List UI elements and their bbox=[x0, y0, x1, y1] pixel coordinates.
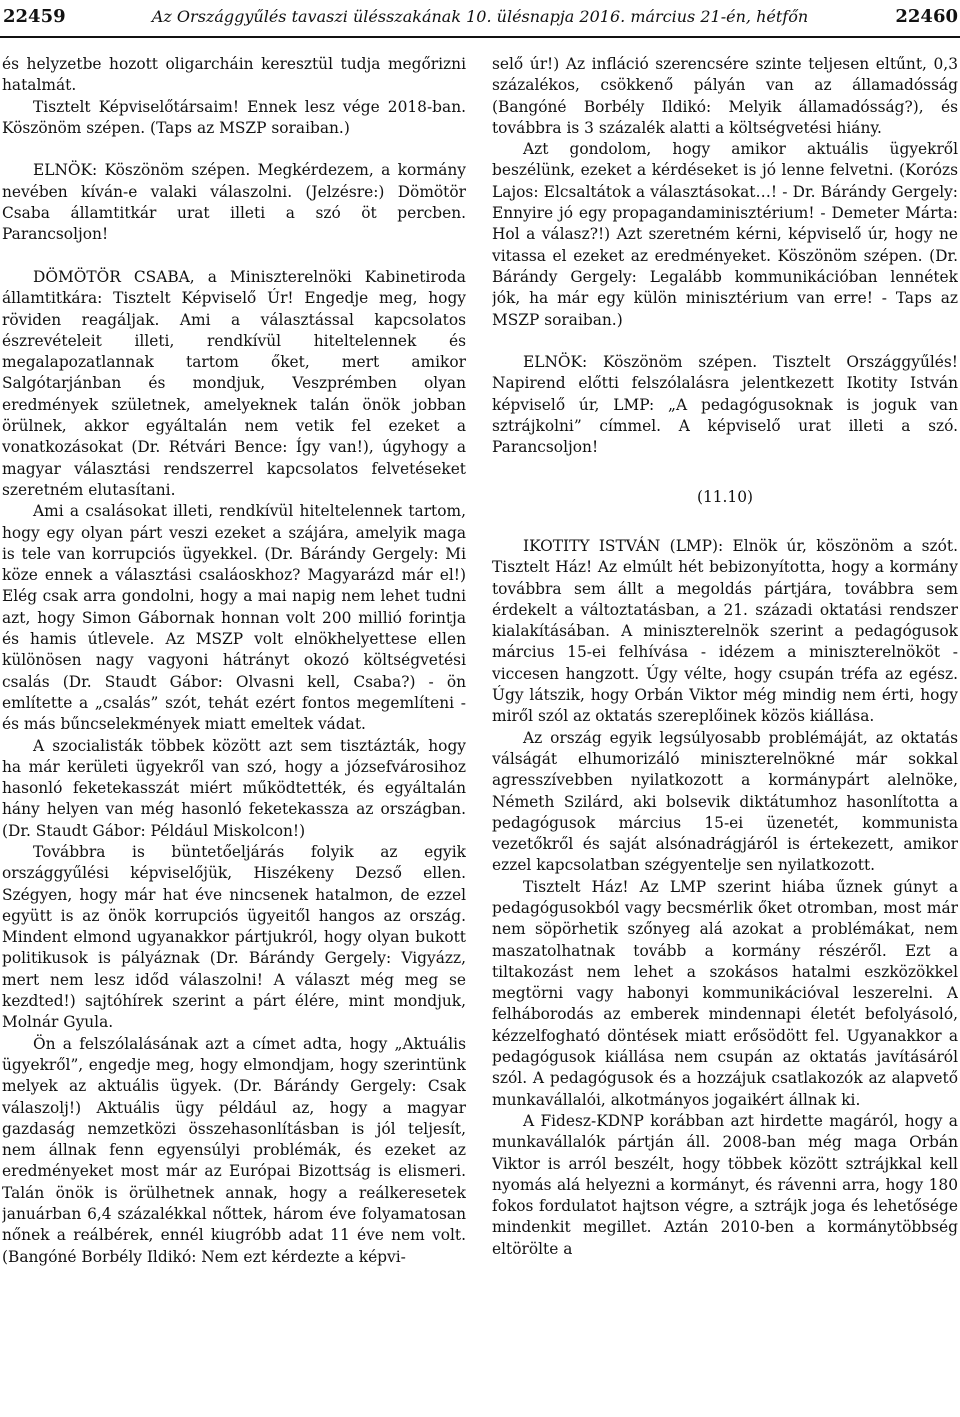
paragraph: ELNÖK: Köszönöm szépen. Megkérdezem, a kormány nevében kíván-e valaki válaszolni. (Jelzésre:) Dömötör Csaba államtitkár urat illeti a szó öt percben. Parancsoljon! bbox=[2, 161, 466, 244]
header-rule bbox=[0, 36, 960, 38]
timestamp: (11.10) bbox=[696, 487, 754, 506]
paragraph: A szocialisták többek között azt sem tisztázták, hogy ha már kerületi ügyekről van szó, hogy a józsefvárosihoz hasonló feketekasszát miért működtették, és egyáltalán hány helyen van még hasonló feketekassza az országban. (Dr. Staudt Gábor: Például Miskolcon!) bbox=[2, 736, 466, 840]
paragraph: ELNÖK: Köszönöm szépen. Tisztelt Országgyűlés! Napirend előtti felszólalásra jelentkezett Ikotity István képviselő úr, LMP: „A pedagógusoknak is joguk van sztrájkolni” címmel. A képviselő urat illeti a szó. Parancsoljon! bbox=[492, 353, 958, 457]
running-title: Az Országgyűlés tavaszi ülésszakának 10. ülésnapja 2016. március 21-én, hétfőn bbox=[151, 7, 809, 26]
paragraph: Ön a felszólalásának azt a címet adta, hogy „Aktuális ügyekről”, engedje meg, hogy elmondjam, hogy szerintünk melyek az aktuális ügyek. (Dr. Bárándy Gergely: Csak válaszolj!) Aktuális ügy például az, hogy a magyar gazdaság nemzetközi összehasonlításban is jól teljesít, nem állnak fenn egyensúlyi problémák, és ezeket az eredményeket most már az Európai Bizottság is elismeri. Talán önök is örülhetnek annak, hogy a reálkeresetek januárban 6,4 százalékkal nőttek, három éve folyamatosan nőnek a reálbérek, ennél kiugróbb adat 11 éve nem volt. (Bangóné Borbély Ildikó: Nem ezt kérdezte a képvi- bbox=[2, 1034, 466, 1266]
paragraph: és helyzetbe hozott oligarcháin keresztül tudja megőrizni hatalmát. bbox=[2, 55, 466, 95]
paragraph: Azt gondolom, hogy amikor aktuális ügyekről beszélünk, ezeket a kérdéseket is jó lenne felvetni. (Korózs Lajos: Elcsaltátok a választásokat…! - Dr. Bárándy Gergely: Ennyire jó egy propagandaminisztérium! - Demeter Márta: Hol a válasz?!) Azt szeretném kérni, képviselő úr, hogy ne vitassa el ezeket az eredményeket. Köszönöm szépen. (Dr. Bárándy Gergely: Legalább kommunikációban lennétek jók, ha már egy külön minisztérium van erre! - Taps az MSZP soraiban.) bbox=[492, 140, 958, 329]
paragraph: Továbbra is büntetőeljárás folyik az egyik országgyűlési képviselőjük, Hiszékeny Dezső ellen. Szégyen, hogy már hat éve nincsenek hatalmon, de ezzel együtt is az önök korrupciós ügyeitől hangos az ország. Mindent elmond ugyanakkor pártjukról, hogy olyan bukott politikusok is pályáznak (Dr. Bárándy Gergely: Vigyázz, mert nem lesz időd válaszolni! A választ még meg se kezdted!) sajtóhírek szerint a párt élére, mint mondjuk, Molnár Gyula. bbox=[2, 842, 466, 1032]
left-column bbox=[2, 54, 466, 1417]
paragraph: Tisztelt Ház! Az LMP szerint hiába űznek gúnyt a pedagógusokból vagy becsmérlik őket otromban, most már nem söpörhetik szőnyeg alá azokat a problémákat, nem maszatolhatnak tovább a kormány részéről. Ezt a tiltakozást nem lehet a szokásos hatalmi eszközökkel megtörni vagy habonyi kommunikációval leszerelni. A felháborodás az emberek mindennapi életét befolyásoló, kézzelfogható döntések miatt erősödött fel. Ugyanakkor a pedagógusok kiállása nem csupán az oktatás javításáról szól. A pedagógusok és a hozzájuk csatlakozók az alapvető munkavállalói, alkotmányos jogaikért állnak ki. bbox=[492, 877, 958, 1109]
page-number-left: 22459 bbox=[3, 6, 66, 27]
paragraph: Ami a csalásokat illeti, rendkívül hiteltelennek tartom, hogy egy olyan párt veszi ezeket a szájára, amelyik maga is tele van korrupciós ügyekkel. (Dr. Bárándy Gergely: Mi köze ennek a választási csaláoskhoz? Magyarázd már el!) Elég csak arra gondolni, hogy a mai napig nem lehet tudni azt, hogy Simon Gábornak honnan volt 200 millió forintja és hamis útlevele. Az MSZP volt elnökhelyettese ellen különösen nagy vagyoni hátrányt okozó költségvetési csalás (Dr. Staudt Gábor: Olvasni kell, Csaba?) - ön említette a „csalás” szót, tehát ezért fontos megemlíteni - és más bűncselekmények miatt emeltek vádat. bbox=[2, 502, 466, 734]
paragraph: Tisztelt Képviselőtársaim! Ennek lesz vége 2018-ban. Köszönöm szépen. (Taps az MSZP soraiban.) bbox=[2, 97, 466, 137]
paragraph: A Fidesz-KDNP korábban azt hirdette magáról, hogy a munkavállalók pártján áll. 2008-ban még maga Orbán Viktor is arról beszélt, hogy többek között sztrájkkal kell nyomás alá helyezni a kormányt, és rávenni arra, hogy 180 fokos fordulatot hajtson végre, a sztrájk joga és lehetősége mindenkit megillet. Aztán 2010-ben a kormánytöbbség eltörölte a bbox=[492, 1111, 958, 1258]
paragraph: DÖMÖTÖR CSABA, a Miniszterelnöki Kabinetiroda államtitkára: Tisztelt Képviselő Úr! Engedje meg, hogy röviden reagáljak. Ami a választással kapcsolatos észrevételeit illeti, rendkívül hiteltelennek és megalapozatlannak tartom őket, mert amikor Salgótarjánban és mondjuk, Veszprémben olyan eredmények születnek, amelyeknek talán önök jobban örülnek, akkor egyáltalán nem vetik fel ezeket a vonatkozásokat (Dr. Rétvári Bence: Így van!), úgyhogy a magyar választási rendszerrel kapcsolatos felvetéseket szeretném elutasítani. bbox=[2, 267, 466, 499]
page-header bbox=[0, 0, 960, 34]
paragraph: selő úr!) Az infláció szerencsére szinte teljesen eltűnt, 0,3 százalékos, csökkenő pályán van az államadósság (Bangóné Borbély Ildikó: Melyik államadósság?), és továbbra is 3 százalék alatti a költségvetési hiány. bbox=[492, 55, 958, 137]
right-column bbox=[492, 54, 958, 1417]
paragraph: IKOTITY ISTVÁN (LMP): Elnök úr, köszönöm a szót. Tisztelt Ház! Az elmúlt hét bebizonyította, hogy a kormány továbbra sem állt a megoldás pártjára, továbbra sem érdekelt a változtatásban, a 21. századi oktatási rendszer kialakításában. A miniszterelnök szerint a pedagógusok március 15-ei felhívása - idézem a miniszterelnököt - viccesen hangzott. Úgy vélte, hogy csupán tréfa az egész. Úgy látszik, hogy Orbán Viktor még mindig nem érti, hogy miről szól az oktatás szereplőinek közös kiállása. bbox=[492, 536, 958, 726]
page-number-right: 22460 bbox=[895, 6, 958, 27]
paragraph: Az ország egyik legsúlyosabb problémáját, az oktatás válságát elhumorizáló miniszterelnökné már sokkal agresszívebben nyilatkozott a kormánypárt alelnöke, Németh Szilárd, aki bolsevik diktátumhoz hasonlította a pedagógusok március 15-ei üzenetét, kommunista vezetőkről és saját alsónadrágjáról is értekezett, amikor ezzel kapcsolatban szégyentelje sen nyilatkozott. bbox=[492, 728, 958, 875]
